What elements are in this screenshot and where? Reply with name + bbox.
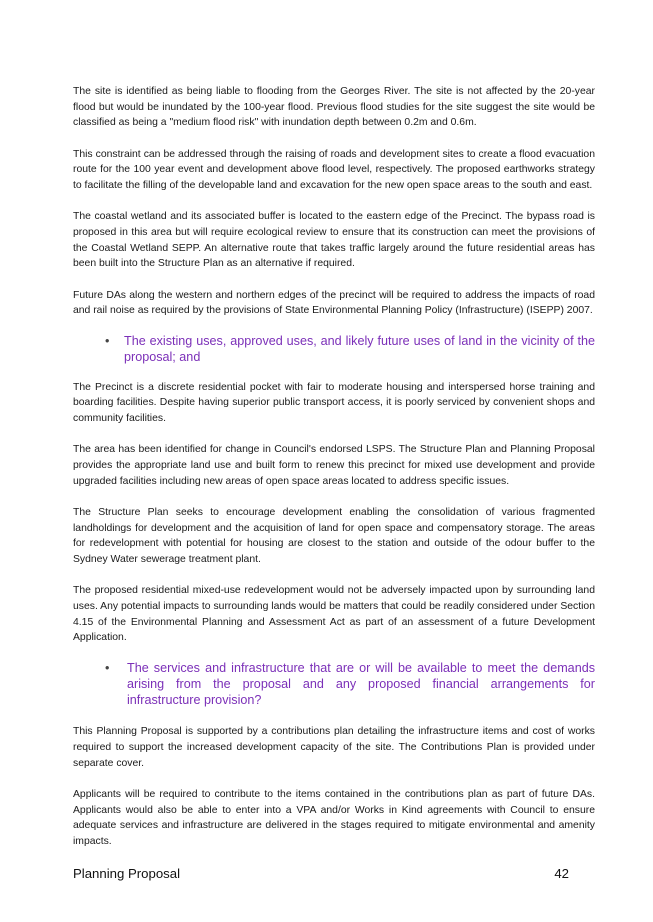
paragraph-flooding: The site is identified as being liable to flooding from the Georges River. The site is not affected by the 20-year flood but would be inundated by the 100-year flood. Previous flood studies for the site suggest the site would be classified as being a "medium flood risk" with inundation depth between 0.2m and 0.6m. — [73, 86, 595, 129]
bullet-heading-infrastructure — [73, 661, 595, 708]
footer-title: Planning Proposal — [73, 866, 181, 881]
paragraph-coastal-wetland: The coastal wetland and its associated buffer is located to the eastern edge of the Precinct. The bypass road is proposed in this area but will require ecological review to ensure that its construction can meet the provisions of the Coastal Wetland SEPP. An alternative route that takes traffic largely around the future residential areas has been built into the Structure Plan as an alternative if required. — [73, 211, 595, 270]
bullet-heading-text: The services and infrastructure that are or will be available to meet the demands arising from the proposal and any proposed financial arrangements for infrastructure provision? — [127, 661, 595, 707]
page-number: 42 — [554, 866, 569, 881]
bullet-heading-text: The existing uses, approved uses, and likely future uses of land in the vicinity of the proposal; and — [124, 334, 595, 365]
page-content — [73, 84, 595, 865]
bullet-heading-land-uses — [73, 334, 595, 365]
paragraph-lsps: The area has been identified for change in Council's endorsed LSPS. The Structure Plan and Planning Proposal provides the appropriate land use and built form to renew this precinct for mixed use development and provide upgraded facilities including new areas of open space areas located to address specific issues. — [73, 444, 595, 487]
paragraph-precinct: The Precinct is a discrete residential pocket with fair to moderate housing and interspersed horse training and boarding facilities. Despite having superior public transport access, it is poorly serviced by convenient shops and community facilities. — [73, 381, 595, 425]
paragraph-contributions-plan: This Planning Proposal is supported by a contributions plan detailing the infrastructure items and cost of works required to support the increased development capacity of the site. The Contributions Plan is provided under separate cover. — [73, 726, 595, 769]
paragraph-mixed-use: The proposed residential mixed-use redevelopment would not be adversely impacted upon by surrounding land uses. Any potential impacts to surrounding lands would be matters that could be readily considered under Section 4.15 of the Environmental Planning and Assessment Act as part of an assessment of a future Development Application. — [73, 585, 595, 644]
paragraph-applicants: Applicants will be required to contribute to the items contained in the contributions plan as part of future DAs. Applicants would also be able to enter into a VPA and/or Works in Kind agreements with Council to ensure adequate services and infrastructure are delivered in the stages required to mitigate environmental and amenity impacts. — [73, 788, 595, 847]
bullet-icon: • — [105, 661, 110, 676]
bullet-icon: • — [105, 334, 110, 349]
paragraph-flood-constraint: This constraint can be addressed through the raising of roads and development sites to create a flood evacuation route for the 100 year event and development above flood level, respectively. The proposed earthworks strategy to facilitate the filling of the developable land and excavation for the new open space areas to the south and east. — [73, 148, 595, 192]
paragraph-structure-plan: The Structure Plan seeks to encourage development enabling the consolidation of various fragmented landholdings for development and the acquisition of land for open space and compensatory storage. The areas for redevelopment with potential for housing are closest to the station and outside of the odour buffer to the Sydney Water sewerage treatment plant. — [73, 506, 595, 565]
paragraph-noise: Future DAs along the western and northern edges of the precinct will be required to address the impacts of road and rail noise as required by the provisions of State Environmental Planning Policy (Infrastructure) (ISEPP) 2007. — [73, 289, 595, 317]
page-footer — [73, 866, 569, 881]
